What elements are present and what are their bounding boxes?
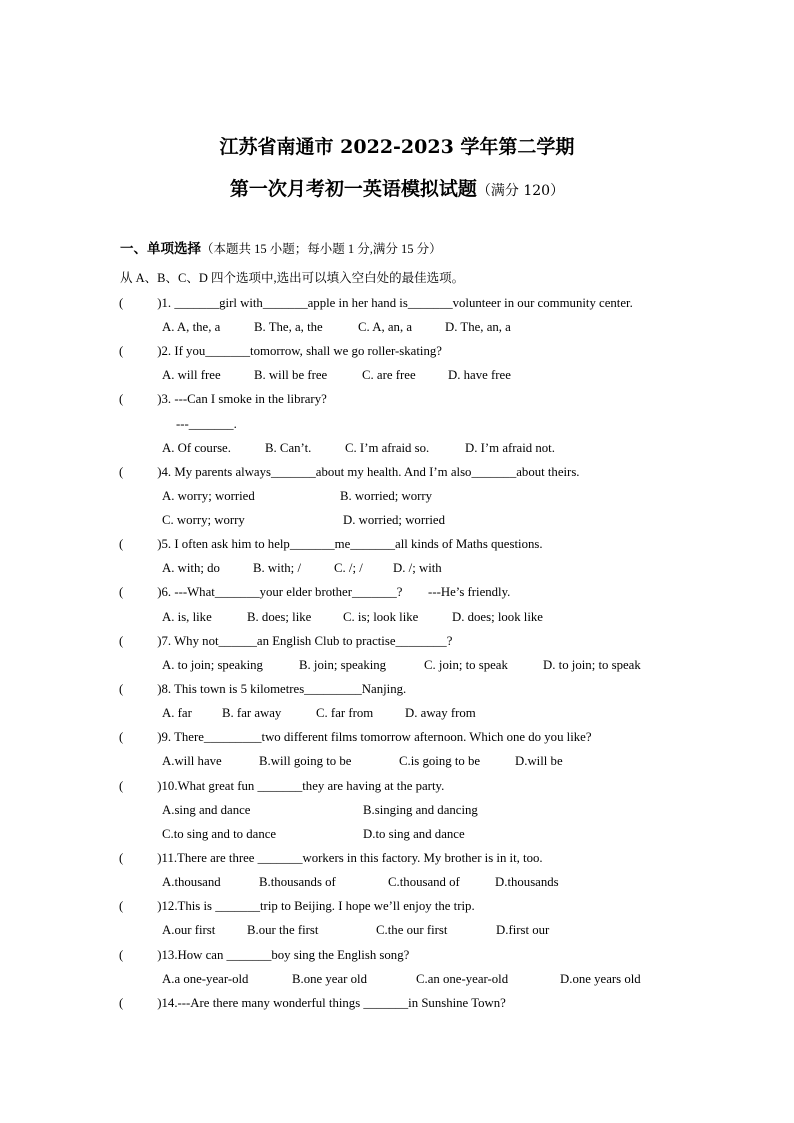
question-11: ( )11.There are three _______workers in this factory. My brother is in it, too. — [119, 851, 543, 865]
option-a: A. to join; speaking — [162, 658, 263, 672]
question-9: ( )9. There_________two different films tomorrow afternoon. Which one do you like? — [119, 730, 592, 744]
section-heading — [120, 241, 442, 257]
section-note: （本题共 15 小题；每小题 1 分,满分 15 分） — [201, 242, 442, 256]
question-stem: )12.This is _______trip to Beijing. I hope we’ll enjoy the trip. — [157, 899, 475, 913]
exam-title-line1: 江苏省南通市 2022-2023 学年第二学期 — [219, 136, 575, 158]
question-stem: )10.What great fun _______they are having at the party. — [157, 779, 445, 793]
exam-title-line2 — [0, 174, 794, 201]
exam-title-text: 第一次月考初一英语模拟试题 — [229, 178, 477, 200]
question-stem: )3. ---Can I smoke in the library? — [157, 392, 327, 406]
question-stem: )11.There are three _______workers in this factory. My brother is in it, too. — [157, 851, 543, 865]
option-d: D.first our — [496, 923, 550, 937]
question-stem: )1. _______girl with_______apple in her hand is_______volunteer in our community center. — [157, 296, 633, 310]
option-c: C. far from — [316, 706, 374, 720]
option-b: B. does; like — [247, 610, 312, 624]
option-c: C. A, an, a — [358, 320, 413, 334]
option-a: A.sing and dance — [162, 803, 251, 817]
option-b: B.will going to be — [259, 754, 352, 768]
question-stem: )2. If you_______tomorrow, shall we go roller-skating? — [157, 344, 442, 358]
option-c: C.to sing and to dance — [162, 827, 277, 841]
option-b: B. The, a, the — [254, 320, 323, 334]
question-stem: )5. I often ask him to help_______me_______all kinds of Maths questions. — [157, 537, 543, 551]
option-b: B. with; / — [253, 561, 301, 575]
option-b: B.one year old — [292, 972, 367, 986]
section-label: 一、单项选择 — [120, 241, 201, 257]
question-3: ( )3. ---Can I smoke in the library? — [119, 392, 327, 406]
question-1: ( )1. _______girl with_______apple in her hand is_______volunteer in our community center. — [119, 296, 633, 310]
option-d: D. have free — [448, 368, 511, 382]
option-a: A. with; do — [162, 561, 220, 575]
option-a: A. worry; worried — [162, 489, 255, 503]
option-d: D. I’m afraid not. — [465, 441, 555, 455]
option-a: A. Of course. — [162, 441, 231, 455]
option-b: B. Can’t. — [265, 441, 312, 455]
option-d: D.thousands — [495, 875, 559, 889]
question-stem: )8. This town is 5 kilometres_________Nanjing. — [157, 682, 407, 696]
question-7: ( )7. Why not______an English Club to practise________? — [119, 634, 453, 648]
option-c: C. is; look like — [343, 610, 419, 624]
option-a: A. far — [162, 706, 192, 720]
option-d: D. worried; worried — [343, 513, 445, 527]
option-a: A.thousand — [162, 875, 221, 889]
option-b: B. worried; worry — [340, 489, 433, 503]
option-a: A. is, like — [162, 610, 212, 624]
section-instruction: 从 A、B、C、D 四个选项中,选出可以填入空白处的最佳选项。 — [120, 271, 465, 285]
option-d: D.will be — [515, 754, 563, 768]
question-5: ( )5. I often ask him to help_______me_______all kinds of Maths questions. — [119, 537, 543, 551]
option-c: C. /; / — [334, 561, 363, 575]
option-d: D. /; with — [393, 561, 442, 575]
question-stem: )4. My parents always_______about my health. And I’m also_______about theirs. — [157, 465, 580, 479]
option-a: A. will free — [162, 368, 221, 382]
question-stem: )14.---Are there many wonderful things _______in Sunshine Town? — [157, 996, 506, 1010]
option-a: A.a one-year-old — [162, 972, 249, 986]
option-c: C. worry; worry — [162, 513, 245, 527]
option-a: A.will have — [162, 754, 222, 768]
question-stem: )7. Why not______an English Club to practise________? — [157, 634, 453, 648]
option-d: D.one years old — [560, 972, 641, 986]
question-14: ( )14.---Are there many wonderful things _______in Sunshine Town? — [119, 996, 506, 1010]
option-b: B. far away — [222, 706, 282, 720]
option-a: A.our first — [162, 923, 216, 937]
option-b: B. join; speaking — [299, 658, 387, 672]
question-8: ( )8. This town is 5 kilometres_________Nanjing. — [119, 682, 407, 696]
option-c: C. I’m afraid so. — [345, 441, 430, 455]
option-d: D. away from — [405, 706, 476, 720]
option-d: D.to sing and dance — [363, 827, 465, 841]
full-score-note: （满分 120） — [476, 183, 565, 199]
option-d: D. to join; to speak — [543, 658, 641, 672]
question-stem: )9. There_________two different films tomorrow afternoon. Which one do you like? — [157, 730, 592, 744]
option-d: D. The, an, a — [445, 320, 511, 334]
option-c: C. are free — [362, 368, 416, 382]
option-b: B.singing and dancing — [363, 803, 478, 817]
option-b: B.thousands of — [259, 875, 336, 889]
question-stem: )13.How can _______boy sing the English song? — [157, 948, 410, 962]
question-13: ( )13.How can _______boy sing the English song? — [119, 948, 410, 962]
question-12: ( )12.This is _______trip to Beijing. I hope we’ll enjoy the trip. — [119, 899, 475, 913]
option-b: B.our the first — [247, 923, 319, 937]
option-c: C.is going to be — [399, 754, 481, 768]
question-2: ( )2. If you_______tomorrow, shall we go roller-skating? — [119, 344, 442, 358]
answer-blank-line: ---_______. — [176, 417, 237, 431]
option-c: C. join; to speak — [424, 658, 508, 672]
question-4: ( )4. My parents always_______about my health. And I’m also_______about theirs. — [119, 465, 580, 479]
question-stem: )6. ---What_______your elder brother_______? ---He’s friendly. — [157, 585, 511, 599]
question-6: ( )6. ---What_______your elder brother_______? ---He’s friendly. — [119, 585, 511, 599]
option-c: C.the our first — [376, 923, 448, 937]
option-a: A. A, the, a — [162, 320, 221, 334]
option-b: B. will be free — [254, 368, 328, 382]
question-10: ( )10.What great fun _______they are having at the party. — [119, 779, 445, 793]
option-d: D. does; look like — [452, 610, 543, 624]
option-c: C.thousand of — [388, 875, 460, 889]
option-c: C.an one-year-old — [416, 972, 509, 986]
